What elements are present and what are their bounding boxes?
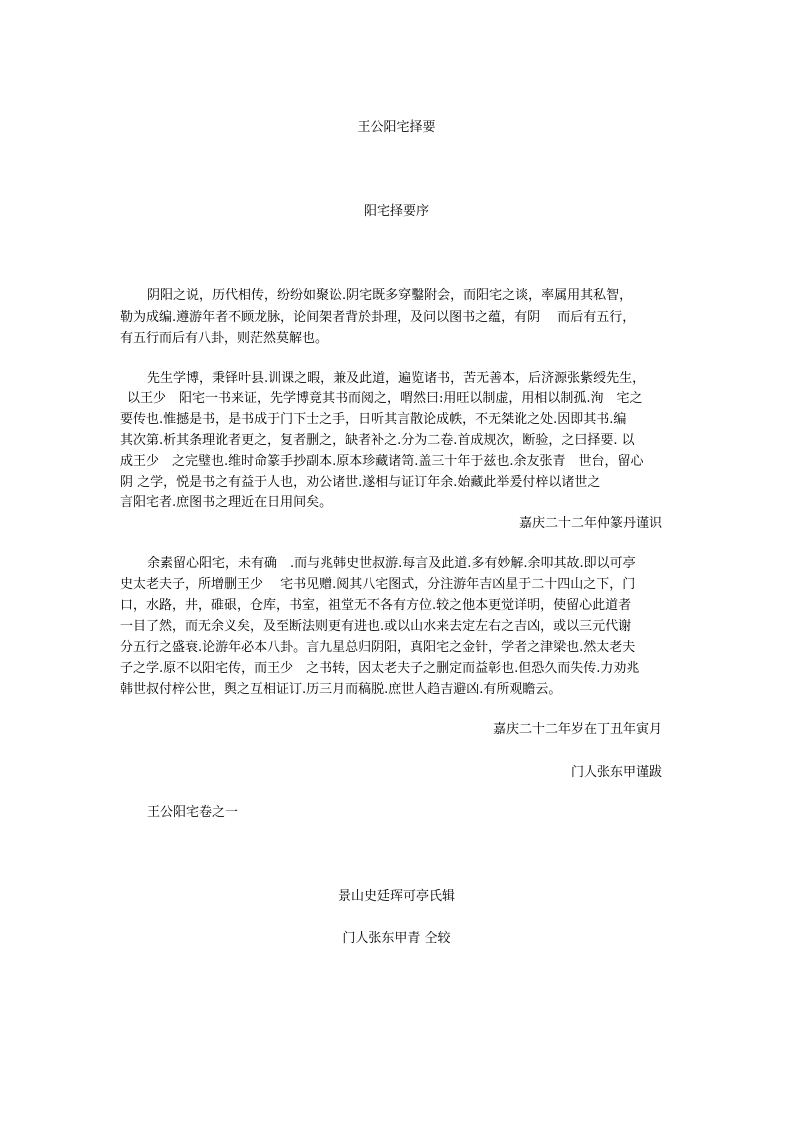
paragraph-2-line: 要传也.惟撼是书，是书成于门下士之手，日听其言散论成帙，不无桀讹之处.因即其书.编 [120, 412, 627, 427]
paragraph-3-line: 余素留心阳宅，未有确 .而与兆韩史世叔游.每言及此道.多有妙解.余叩其故.即以可亭 [147, 556, 636, 571]
paragraph-3-line: 子之学.原不以阳宅传，而王少 之书转，因太老夫子之删定而益彰也.但恐久而失传.力劝兆 [120, 661, 640, 676]
paragraph-3-line: 口，水路，井，碓硍，仓库，书室，祖堂无不各有方位.较之他本更觉详明，使留心此道者 [120, 598, 632, 613]
preface-title: 阳宅择要序 [363, 204, 429, 219]
paragraph-2-line: 其次第.析其条理讹者更之，复者删之，缺者补之.分为二卷.首成规次，断验，之曰择要. 以 [120, 433, 635, 448]
book-title: 王公阳宅择要 [357, 120, 436, 135]
compiler-credit: 景山史廷珲可亭氏辑 [337, 889, 455, 904]
paragraph-3-signature-date: 嘉庆二十二年岁在丁丑年寅月 [492, 722, 662, 737]
paragraph-1-line: 阴阳之说，历代相传，纷纷如聚讼.阴宅既多穿鑿附会，而阳宅之谈，率属用其私智， [147, 288, 633, 303]
paragraph-2-line: 阴 之学，悦是书之有益于人也，劝公诸世.遂相与证订年余.始藏此举爰付梓以诸世之 [120, 475, 601, 490]
paragraph-3-line: 分五行之盛衰.论游年必本八卦。言九星总归阴阳，真阳宅之金针，学者之津梁也.然太老夫 [120, 640, 636, 655]
proofreader-credit: 门人张东甲青 仝较 [342, 931, 451, 946]
paragraph-2-signature: 嘉庆二十二年仲篆丹谨识 [518, 516, 662, 531]
paragraph-2-line: 言阳宅者.庶图书之理近在日用间矣。 [120, 495, 333, 510]
paragraph-3-signature-name: 门人张东甲谨跋 [570, 765, 662, 780]
paragraph-1-line: 有五行而后有八卦，则茫然莫解也。 [120, 331, 329, 346]
paragraph-2-line: 先生学博，秉铎叶县.训课之暇，兼及此道，遍览诸书，苦无善本，后济源张紫绶先生， [147, 371, 646, 386]
paragraph-2-line: 成王少 之完璧也.维时命篆手抄副本.原本珍藏诸笥.盖三十年于兹也.余友张青 世台，留心 [120, 454, 644, 469]
paragraph-2-line: 以王少 阳宅一书来证，先学博竟其书而阅之，喟然曰:用旺以制虚，用相以制孤.洵 宅之 [127, 391, 643, 406]
paragraph-3-line: 一目了然，而无余义矣，及至断法则更有进也.或以山水来去定左右之吉凶，或以三元代谢 [120, 619, 632, 634]
paragraph-1-line: 勒为成编.遵游年者不顾龙脉，论间架者背於卦理，及问以图书之蕴，有阴 而后有五行， [120, 310, 636, 325]
volume-title: 王公阳宅卷之一 [147, 805, 239, 820]
paragraph-3-line: 史太老夫子，所增删王少 宅书见赠.阅其八宅图式，分注游年吉凶星于二十四山之下，门 [120, 577, 636, 592]
paragraph-3-line: 韩世叔付梓公世，舆之互相证订.历三月而稿脱.庶世人趋吉避凶.有所观瞻云。 [120, 682, 562, 697]
